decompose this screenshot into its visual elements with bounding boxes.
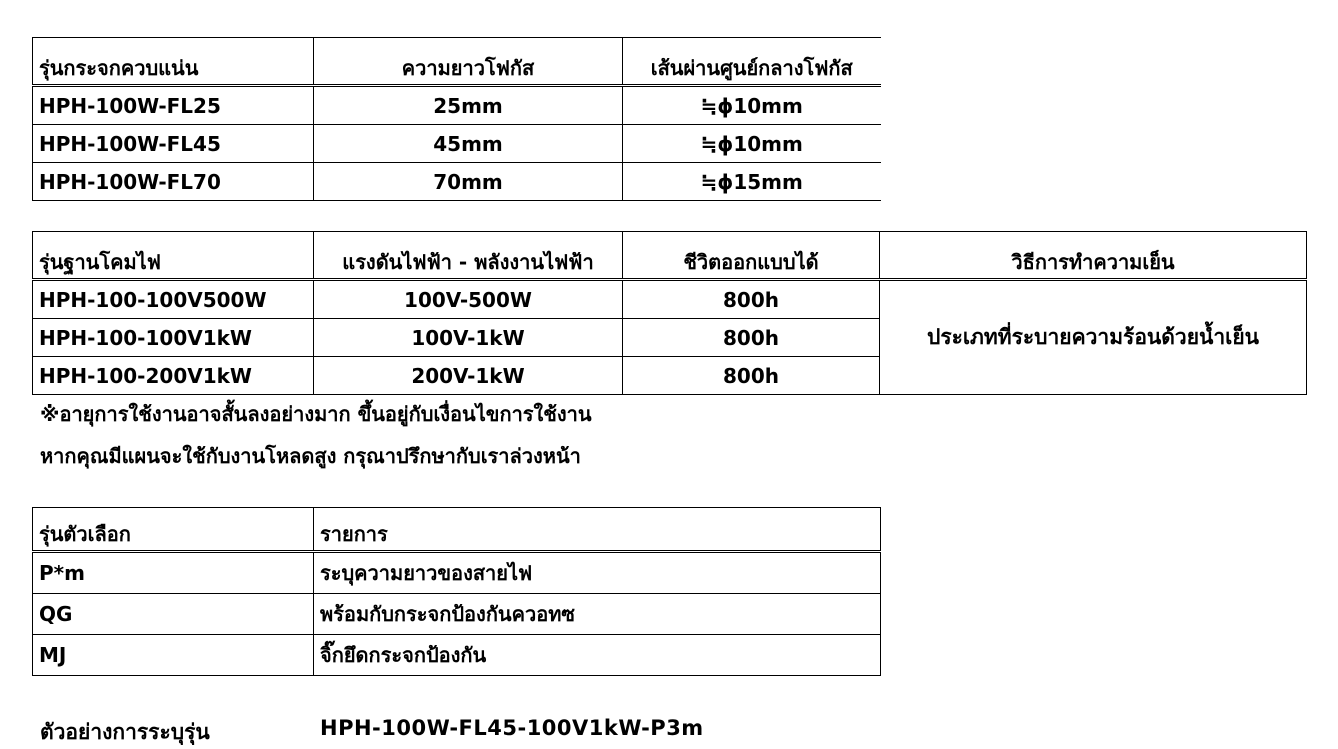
design-life-cell: 800h xyxy=(623,319,880,357)
option-model-cell: P*m xyxy=(33,552,314,594)
usage-note-2: หากคุณมีแผนจะใช้กับงานโหลดสูง กรุณาปรึกษากับเราล่วงหน้า xyxy=(40,444,581,468)
focal-length-cell: 25mm xyxy=(314,86,623,125)
condenser-lens-table xyxy=(32,37,881,201)
table-row xyxy=(33,125,881,163)
header-lens-model: รุ่นกระจกควบแน่น xyxy=(33,38,314,86)
focal-diameter-cell: ≒ϕ15mm xyxy=(623,163,881,201)
lens-model-cell: HPH-100W-FL70 xyxy=(33,163,314,201)
option-item-cell: ระบุความยาวของสายไฟ xyxy=(314,552,881,594)
option-item-cell: จิ๊กยึดกระจกป้องกัน xyxy=(314,635,881,676)
header-focal-length: ความยาวโฟกัส xyxy=(314,38,623,86)
table-row xyxy=(33,86,881,125)
design-life-cell: 800h xyxy=(623,357,880,395)
header-focal-diameter: เส้นผ่านศูนย์กลางโฟกัส xyxy=(623,38,881,86)
header-design-life: ชีวิตออกแบบได้ xyxy=(623,232,880,280)
table-row xyxy=(33,163,881,201)
header-cooling-method: วิธีการทำความเย็น xyxy=(880,232,1307,280)
design-life-cell: 800h xyxy=(623,280,880,319)
table-row xyxy=(33,280,1307,319)
voltage-power-cell: 100V-500W xyxy=(314,280,623,319)
focal-length-cell: 45mm xyxy=(314,125,623,163)
lamp-model-cell: HPH-100-200V1kW xyxy=(33,357,314,395)
table-header-row xyxy=(33,508,881,552)
lamp-base-table xyxy=(32,231,1307,395)
options-table xyxy=(32,507,881,676)
header-lamp-model: รุ่นฐานโคมไฟ xyxy=(33,232,314,280)
option-model-cell: MJ xyxy=(33,635,314,676)
header-option-model: รุ่นตัวเลือก xyxy=(33,508,314,552)
table-row xyxy=(33,552,881,594)
lamp-model-cell: HPH-100-100V500W xyxy=(33,280,314,319)
lamp-model-cell: HPH-100-100V1kW xyxy=(33,319,314,357)
focal-diameter-cell: ≒ϕ10mm xyxy=(623,86,881,125)
header-voltage-power: แรงดันไฟฟ้า - พลังงานไฟฟ้า xyxy=(314,232,623,280)
example-label: ตัวอย่างการระบุรุ่น xyxy=(40,720,210,744)
voltage-power-cell: 200V-1kW xyxy=(314,357,623,395)
focal-diameter-cell: ≒ϕ10mm xyxy=(623,125,881,163)
table-row xyxy=(33,594,881,635)
cooling-method-cell: ประเภทที่ระบายความร้อนด้วยน้ำเย็น xyxy=(880,280,1307,395)
voltage-power-cell: 100V-1kW xyxy=(314,319,623,357)
example-model-number: HPH-100W-FL45-100V1kW-P3m xyxy=(320,716,704,740)
lens-model-cell: HPH-100W-FL25 xyxy=(33,86,314,125)
focal-length-cell: 70mm xyxy=(314,163,623,201)
header-item: รายการ xyxy=(314,508,881,552)
option-item-cell: พร้อมกับกระจกป้องกันควอทซ xyxy=(314,594,881,635)
table-row xyxy=(33,635,881,676)
usage-note-1: ※อายุการใช้งานอาจสั้นลงอย่างมาก ขึ้นอยู่กับเงื่อนไขการใช้งาน xyxy=(40,402,592,426)
option-model-cell: QG xyxy=(33,594,314,635)
table-header-row xyxy=(33,232,1307,280)
lens-model-cell: HPH-100W-FL45 xyxy=(33,125,314,163)
table-header-row xyxy=(33,38,881,86)
